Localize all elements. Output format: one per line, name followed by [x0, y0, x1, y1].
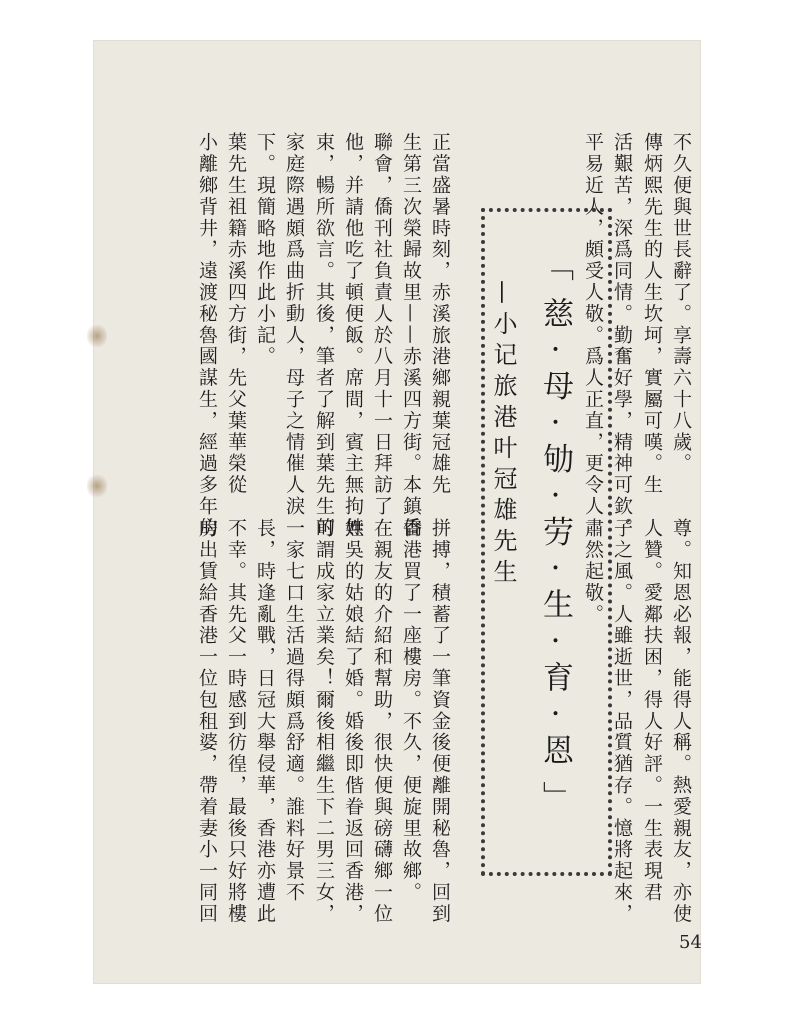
text-column: 小離鄉背井，遠渡秘魯國謀生，經過多年的 — [196, 132, 218, 539]
text-column: 長，時逢亂戰，日冠大舉侵華，香港亦遭此 — [254, 518, 276, 925]
text-column: 傳炳熙先生的人生坎坷，實屬可嘆。生 — [641, 132, 663, 496]
text-column: 聯會，僑刊社負責人於八月十一日拜訪了 — [371, 132, 393, 518]
page-number: 54 — [679, 932, 702, 953]
article-subtitle: —小记旅港叶冠雄先生 — [489, 280, 517, 590]
text-column: 束，暢所欲言。其後，筆者了解到葉先生的 — [313, 132, 335, 539]
text-column: 姓吳的姑娘結了婚。婚後即偕眷返回香港， — [342, 518, 364, 925]
text-column: 葉先生祖籍赤溪四方街，先父葉華榮從 — [225, 132, 247, 496]
text-column: 下。現簡略地作此小記。 — [254, 132, 276, 368]
text-column: 平易近人，頗受人敬。爲人正直，更令人 — [582, 132, 604, 518]
text-column: 不幸。其先父一時感到彷徨，最後只好將樓 — [225, 518, 247, 925]
text-column: 正當盛暑時刻，赤溪旅港鄉親葉冠雄先 — [429, 132, 451, 496]
binding-hole-stain — [87, 472, 107, 500]
binding-hole-stain — [87, 322, 107, 350]
text-column: 人贊。愛鄰扶困，得人好評。一生表現君 — [641, 518, 663, 904]
text-column: 一家七口生活過得頗爲舒適。誰料好景不 — [283, 518, 305, 904]
text-column: 在親友的介紹和幫助，很快便與磅礴鄉一位 — [371, 518, 393, 925]
text-column: 生第三次榮歸故里——赤溪四方街。本鎮僑 — [400, 132, 422, 539]
text-column: 房出賃給香港一位包租婆，帶着妻小一同回 — [196, 518, 218, 925]
text-column: 家庭際遇頗爲曲折動人，母子之情催人淚 — [283, 132, 305, 518]
article-title: 「慈·母·劬·劳·生·育·恩」 — [537, 250, 573, 829]
text-column: 尊。知恩必報，能得人稱。熱愛親友，亦使 — [670, 518, 692, 925]
text-column: 活艱苦，深爲同情。勤奮好學，精神可欽。 — [611, 132, 633, 539]
text-column: 子之風。人雖逝世，品質猶存。憶將起來， — [611, 518, 633, 925]
text-column: 他，并請他吃了頓便飯。席間，賓主無拘無 — [342, 132, 364, 539]
text-column: 拼搏，積蓄了一筆資金後便離開秘魯，回到 — [429, 518, 451, 925]
text-column: 不久便與世長辭了。享壽六十八歲。 — [670, 132, 692, 475]
document-page — [93, 40, 701, 984]
text-column: 肅然起敬。 — [582, 518, 604, 625]
text-column: 可謂成家立業矣！爾後相繼生下二男三女， — [313, 518, 335, 925]
text-column: 香港買了一座樓房。不久，便旋里故鄉。 — [400, 518, 422, 904]
